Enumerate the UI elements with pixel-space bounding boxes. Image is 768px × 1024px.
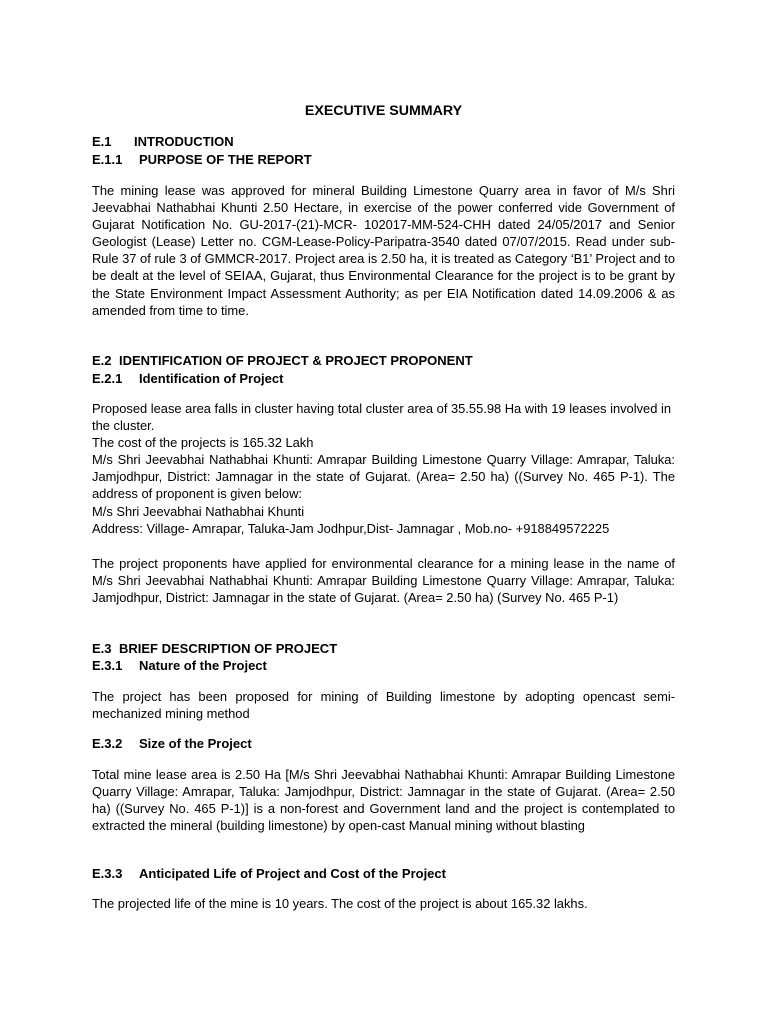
section-heading-e1 bbox=[92, 133, 234, 150]
section-title: Nature of the Project bbox=[139, 658, 267, 673]
text-line: The cost of the projects is 165.32 Lakh bbox=[92, 435, 314, 451]
text-line: M/s Shri Jeevabhai Nathabhai Khunti: Amrapar Building Limestone Quarry Village: Amrapar, Taluka: Jamjodhpur, District: Jamnagar in the state of Gujarat. (Area= 2.50 ha) ((Survey No. 465 P-1). The address of proponent is given below: bbox=[92, 452, 675, 502]
identification-block bbox=[92, 400, 675, 537]
section-title: IDENTIFICATION OF PROJECT & PROJECT PROPONENT bbox=[119, 353, 473, 368]
paragraph-life-cost: The projected life of the mine is 10 years. The cost of the project is about 165.32 lakhs. bbox=[92, 896, 588, 911]
paragraph-size: Total mine lease area is 2.50 Ha [M/s Shri Jeevabhai Nathabhai Khunti: Amrapar Building Limestone Quarry Village: Amrapar, Taluka: Jamjodhpur, District: Jamnagar in the state of Gujarat. (Area= 2.50 ha) ((Survey No. 465 P-1)] is a non-forest and Government land and the project is contemplated to extracted the mineral (building limestone) by open-cast Manual mining without blasting bbox=[92, 767, 675, 834]
section-heading-e1-1 bbox=[92, 151, 312, 168]
section-number: E.3.1 bbox=[92, 658, 123, 673]
section-number: E.3.3 bbox=[92, 866, 123, 881]
section-title: Anticipated Life of Project and Cost of the Project bbox=[139, 866, 446, 881]
section-heading-e3 bbox=[92, 640, 337, 657]
text-line: Address: Village- Amrapar, Taluka-Jam Jodhpur,Dist- Jamnagar , Mob.no- +918849572225 bbox=[92, 520, 610, 536]
section-number: E.1.1 bbox=[92, 152, 123, 167]
section-heading-e3-1 bbox=[92, 657, 267, 674]
paragraph-purpose: The mining lease was approved for mineral Building Limestone Quarry area in favor of M/s Shri Jeevabhai Nathabhai Khunti 2.50 Hectare, in exercise of the power conferred vide Government of Gujarat Notification No. GU-2017-(21)-MCR- 102017-MM-524-CHH dated 24/05/2017 and Senior Geologist (Lease) Letter no. CGM-Lease-Policy-Paripatra-3540 dated 07/07/2015. Read under sub-Rule 37 of rule 3 of GMMCR-2017. Project area is 2.50 ha, it is treated as Category ‘B1’ Project and to be dealt at the level of SEIAA, Gujarat, thus Environmental Clearance for the project is to be grant by the State Environment Impact Assessment Authority; as per EIA Notification dated 14.09.2006 & as amended from time to time. bbox=[92, 183, 675, 318]
text-line: Proposed lease area falls in cluster having total cluster area of 35.55.98 Ha with 19 leases involved in the cluster. bbox=[92, 401, 671, 434]
section-title: Size of the Project bbox=[139, 736, 252, 751]
section-heading-e2 bbox=[92, 352, 473, 369]
section-heading-e3-2 bbox=[92, 735, 252, 752]
section-heading-e3-3 bbox=[92, 865, 446, 882]
section-title: BRIEF DESCRIPTION OF PROJECT bbox=[119, 641, 338, 656]
section-title: Identification of Project bbox=[139, 371, 284, 386]
section-number: E.3 bbox=[92, 641, 112, 656]
section-title: INTRODUCTION bbox=[134, 134, 234, 149]
section-title: PURPOSE OF THE REPORT bbox=[139, 152, 312, 167]
paragraph-clearance: The project proponents have applied for environmental clearance for a mining lease in the name of M/s Shri Jeevabhai Nathabhai Khunti: Amrapar Building Limestone Quarry Village: Amrapar, Taluka: Jamjodhpur, District: Jamnagar in the state of Gujarat. (Area= 2.50 ha) (Survey No. 465 P-1) bbox=[92, 556, 675, 606]
document-title: EXECUTIVE SUMMARY bbox=[304, 103, 463, 119]
section-number: E.2 bbox=[92, 353, 112, 368]
paragraph-nature: The project has been proposed for mining of Building limestone by adopting opencast semi-mechanized mining method bbox=[92, 689, 675, 722]
section-heading-e2-1 bbox=[92, 370, 283, 387]
section-number: E.1 bbox=[92, 134, 112, 149]
section-number: E.3.2 bbox=[92, 736, 123, 751]
section-number: E.2.1 bbox=[92, 371, 123, 386]
text-line: M/s Shri Jeevabhai Nathabhai Khunti bbox=[92, 503, 305, 519]
